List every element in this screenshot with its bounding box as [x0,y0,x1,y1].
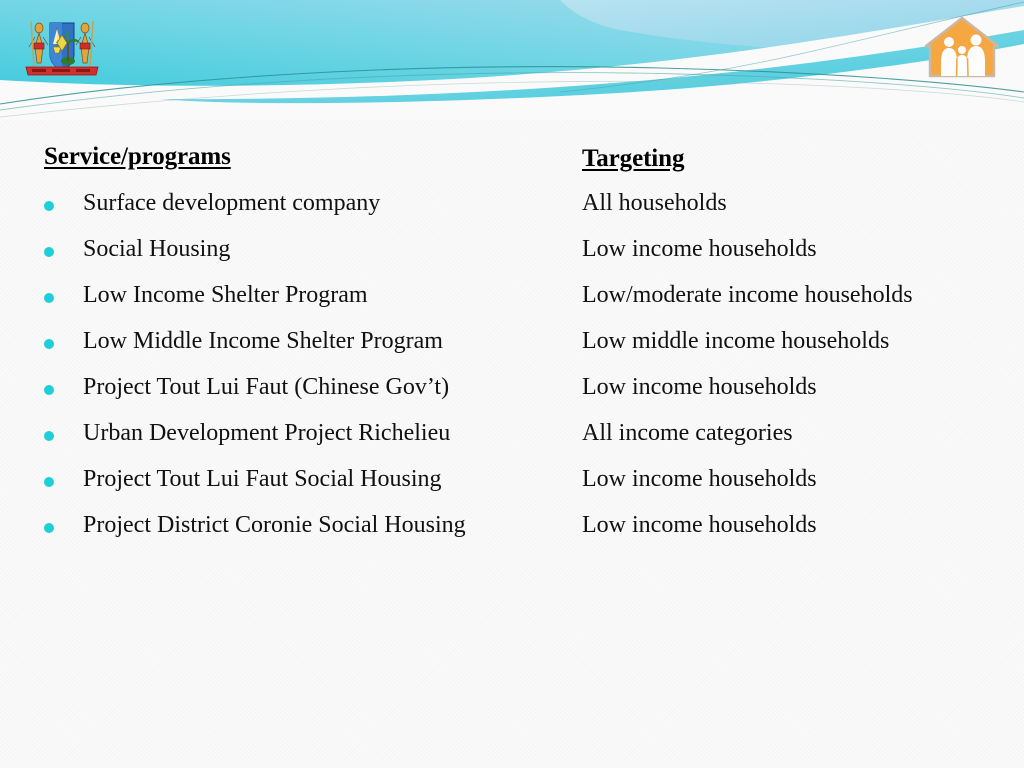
service-label: Low Income Shelter Program [83,282,368,308]
service-label: Low Middle Income Shelter Program [83,328,443,354]
service-label: Project Tout Lui Faut Social Housing [83,466,442,492]
column-header-targeting: Targeting [582,145,685,172]
targeting-label: Low middle income households [582,328,890,354]
bullet-icon [44,201,54,211]
bullet-icon [44,339,54,349]
bullet-icon [44,385,54,395]
bullet-icon [44,293,54,303]
list-item [0,418,1024,464]
service-label: Project Tout Lui Faut (Chinese Gov’t) [83,374,450,400]
bullet-icon [44,247,54,257]
targeting-label: Low/moderate income households [582,282,913,308]
service-label: Social Housing [83,236,231,262]
list-item [0,280,1024,326]
targeting-label: Low income households [582,512,817,538]
list-item [0,326,1024,372]
list-item [0,372,1024,418]
service-label: Project District Coronie Social Housing [83,512,466,538]
service-label: Urban Development Project Richelieu [83,420,451,446]
program-list [0,188,1024,556]
targeting-label: Low income households [582,466,817,492]
targeting-label: Low income households [582,236,817,262]
targeting-label: All households [582,190,727,216]
bullet-icon [44,523,54,533]
targeting-label: Low income households [582,374,817,400]
bullet-icon [44,431,54,441]
column-header-service: Service/programs [44,143,231,170]
targeting-label: All income categories [582,420,793,446]
list-item [0,510,1024,556]
bullet-icon [44,477,54,487]
list-item [0,188,1024,234]
service-label: Surface development company [83,190,381,216]
list-item [0,234,1024,280]
list-item [0,464,1024,510]
